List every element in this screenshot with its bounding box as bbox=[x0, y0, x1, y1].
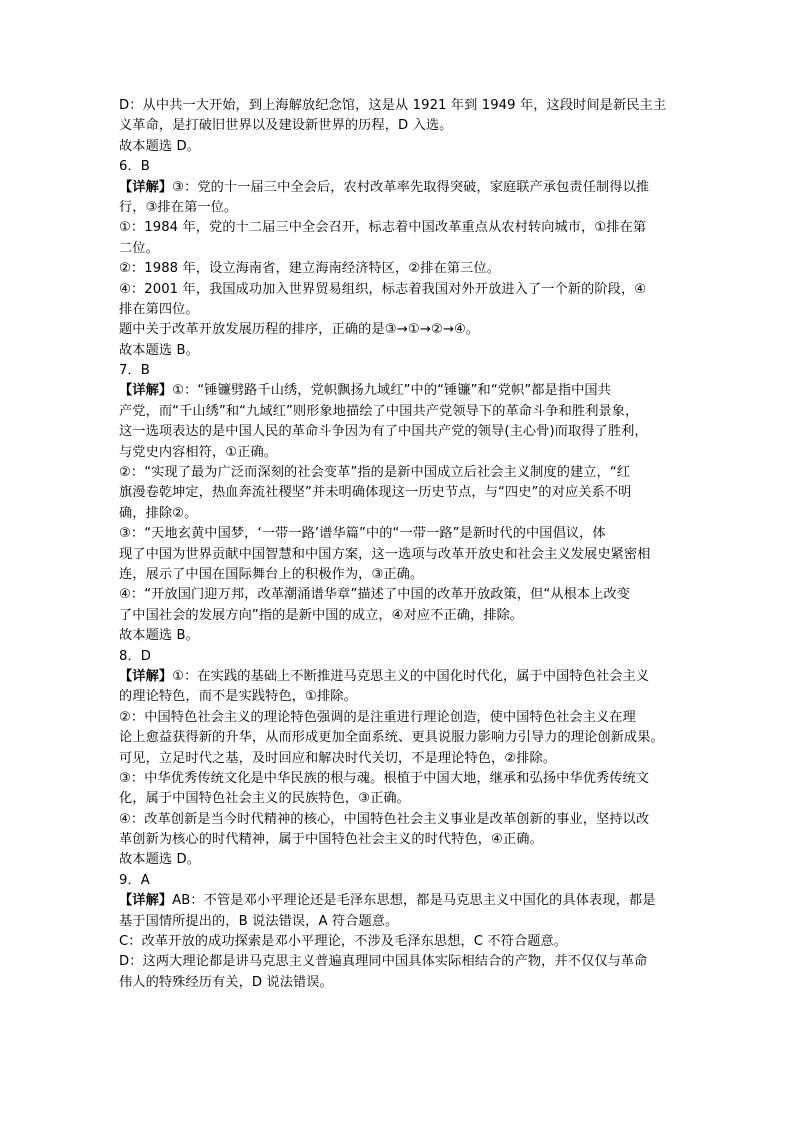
text-line bbox=[119, 565, 679, 585]
text-line bbox=[119, 932, 679, 952]
text-line bbox=[119, 443, 679, 463]
text-line bbox=[119, 789, 679, 809]
text-line bbox=[119, 483, 679, 503]
text-line bbox=[119, 973, 679, 993]
detail-label: 【详解】 bbox=[119, 383, 173, 399]
line-text: ①：1984 年，党的十二届三中全会召开，标志着中国改革重点从农村转向城市，①排在第 bbox=[119, 220, 647, 236]
text-line bbox=[119, 728, 679, 748]
text-line bbox=[119, 912, 679, 932]
text-line bbox=[119, 749, 679, 769]
line-text: 排在第四位。 bbox=[119, 301, 199, 317]
text-line bbox=[119, 137, 679, 157]
text-line bbox=[119, 585, 679, 605]
text-line bbox=[119, 626, 679, 646]
text-line bbox=[119, 891, 679, 911]
detail-label: 【详解】 bbox=[119, 893, 173, 909]
line-text: 与党史内容相符，①正确。 bbox=[119, 444, 278, 460]
text-line bbox=[119, 504, 679, 524]
line-text: 产党，而“千山绣”和“九域红”则形象地描绘了中国共产党领导下的革命斗争和胜利景象， bbox=[119, 403, 639, 419]
text-line bbox=[119, 381, 679, 401]
line-text: ③：党的十一届三中全会后，农村改革率先取得突破，家庭联产承包责任制得以推 bbox=[172, 179, 650, 195]
text-line bbox=[119, 687, 679, 707]
line-text: D：这两大理论都是讲马克思主义普遍真理同中国具体实际相结合的产物，并不仅仅与革命 bbox=[119, 954, 648, 970]
text-line bbox=[119, 116, 679, 136]
text-line bbox=[119, 810, 679, 830]
text-line bbox=[119, 545, 679, 565]
line-text: AB：不管是邓小平理论还是毛泽东思想，都是马克思主义中国化的具体表现，都是 bbox=[172, 893, 656, 909]
line-text: 义革命，是打破旧世界以及建设新世界的历程，D 入选。 bbox=[119, 118, 453, 134]
line-text: 基于国情所提出的，B 说法错误，A 符合题意。 bbox=[119, 913, 399, 929]
line-text: 7．B bbox=[119, 363, 150, 379]
text-line bbox=[119, 463, 679, 483]
line-text: ②：1988 年，设立海南省，建立海南经济特区，②排在第三位。 bbox=[119, 261, 500, 277]
text-line bbox=[119, 320, 679, 340]
text-line bbox=[119, 830, 679, 850]
line-text: ③：中华优秀传统文化是中华民族的根与魂。根植于中国大地，继承和弘扬中华优秀传统文 bbox=[119, 770, 650, 786]
text-line bbox=[119, 667, 679, 687]
text-line bbox=[119, 259, 679, 279]
text-line bbox=[119, 280, 679, 300]
line-text: 论上愈益获得新的升华，从而形成更加全面系统、更具说服力影响力引导力的理论创新成果。 bbox=[119, 730, 664, 746]
line-text: ④：“开放国门迎万邦，改革潮涌谱华章”描述了中国的改革开放政策，但“从根本上改变 bbox=[119, 587, 631, 603]
line-text: ③：“天地玄黄中国梦，‘一带一路’谱华篇”中的“一带一路”是新时代的中国倡议，体 bbox=[119, 526, 606, 542]
line-text: 故本题选 B。 bbox=[119, 342, 199, 358]
line-text: ①：在实践的基础上不断推进马克思主义的中国化时代化，属于中国特色社会主义 bbox=[172, 668, 650, 684]
text-line bbox=[119, 850, 679, 870]
line-text: 连，展示了中国在国际舞台上的积极作为，③正确。 bbox=[119, 566, 424, 582]
line-text: 故本题选 D。 bbox=[119, 138, 200, 154]
line-text: 题中关于改革开放发展历程的排序，正确的是③→①→②→④。 bbox=[119, 322, 480, 338]
line-text: 这一选项表达的是中国人民的革命斗争因为有了中国共产党的领导(主心骨)而取得了胜利， bbox=[119, 424, 648, 440]
line-text: 的理论特色，而不是实践特色，①排除。 bbox=[119, 689, 357, 705]
text-line bbox=[119, 96, 679, 116]
text-line bbox=[119, 361, 679, 381]
line-text: 二位。 bbox=[119, 240, 159, 256]
text-line bbox=[119, 647, 679, 667]
text-line bbox=[119, 524, 679, 544]
line-text: 化，属于中国特色社会主义的民族特色，③正确。 bbox=[119, 791, 410, 807]
line-text: 伟人的特殊经历有关，D 说法错误。 bbox=[119, 974, 333, 990]
document-body bbox=[119, 96, 679, 993]
text-line bbox=[119, 422, 679, 442]
text-line bbox=[119, 708, 679, 728]
text-line bbox=[119, 178, 679, 198]
line-text: 确，排除②。 bbox=[119, 505, 198, 521]
line-text: 行，③排在第一位。 bbox=[119, 199, 238, 215]
line-text: C：改革开放的成功探索是邓小平理论，不涉及毛泽东思想，C 不符合题意。 bbox=[119, 934, 568, 950]
line-text: 可见，立足时代之基，及时回应和解决时代关切，不是理论特色，②排除。 bbox=[119, 750, 557, 766]
text-line bbox=[119, 300, 679, 320]
text-line bbox=[119, 952, 679, 972]
line-text: 故本题选 B。 bbox=[119, 628, 199, 644]
line-text: 8．D bbox=[119, 648, 152, 664]
detail-label: 【详解】 bbox=[119, 179, 173, 195]
line-text: 6．B bbox=[119, 159, 150, 175]
line-text: 革创新为核心的时代精神，属于中国特色社会主义的时代特色，④正确。 bbox=[119, 832, 543, 848]
text-line bbox=[119, 606, 679, 626]
text-line bbox=[119, 198, 679, 218]
line-text: 了中国社会的发展方向”指的是新中国的成立，④对应不正确，排除。 bbox=[119, 607, 524, 623]
text-line bbox=[119, 239, 679, 259]
line-text: 旗漫卷乾坤定，热血奔流社稷坚”并未明确体现这一历史节点，与“四史”的对应关系不明 bbox=[119, 485, 632, 501]
text-line bbox=[119, 769, 679, 789]
line-text: ④：改革创新是当今时代精神的核心，中国特色社会主义事业是改革创新的事业，坚持以改 bbox=[119, 811, 650, 827]
text-line bbox=[119, 157, 679, 177]
text-line bbox=[119, 871, 679, 891]
text-line bbox=[119, 218, 679, 238]
line-text: 故本题选 D。 bbox=[119, 852, 200, 868]
line-text: 现了中国为世界贡献中国智慧和中国方案，这一选项与改革开放史和社会主义发展史紧密相 bbox=[119, 546, 651, 562]
line-text: 9．A bbox=[119, 872, 150, 888]
line-text: D：从中共一大开始，到上海解放纪念馆，这是从 1921 年到 1949 年，这段时间是新民主主 bbox=[119, 98, 667, 113]
text-line bbox=[119, 402, 679, 422]
line-text: ④：2001 年，我国成功加入世界贸易组织，标志着我国对外开放进入了一个新的阶段，④ bbox=[119, 281, 647, 297]
line-text: ②：中国特色社会主义的理论特色强调的是注重进行理论创造，使中国特色社会主义在理 bbox=[119, 709, 636, 725]
line-text: ①：“锤镰劈路千山绣，党帜飘扬九域红”中的“锤镰”和“党帜”都是指中国共 bbox=[172, 383, 612, 399]
detail-label: 【详解】 bbox=[119, 668, 173, 684]
line-text: ②：“实现了最为广泛而深刻的社会变革”指的是新中国成立后社会主义制度的建立，“红 bbox=[119, 465, 631, 481]
text-line bbox=[119, 341, 679, 361]
